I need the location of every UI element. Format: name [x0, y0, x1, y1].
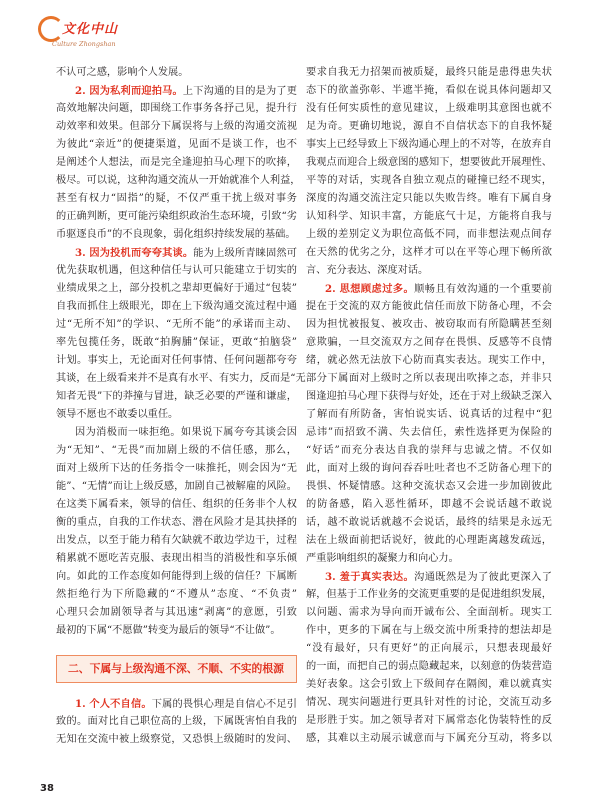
text-line: 为彼此“亲近”的便捷渠道，见面不是谈工作，也不 — [56, 139, 297, 150]
text-line — [56, 82, 297, 100]
text-line: 我观点而迎合上级意图的感知下，想要彼此开展理性、 — [306, 157, 552, 168]
text-line: 然拒绝行为下所隐藏的“不遵从”态度、“不负责” — [56, 589, 297, 600]
text-line: 因为消极而一味拒绝。如果说下属夸夸其谈会因 — [75, 427, 297, 438]
text-line: 领导不愿也不敢委以重任。 — [56, 409, 179, 420]
subheading-lead: 2. 思想顾虑过多。 — [325, 283, 415, 295]
text-line: 法在上级面前把话说好，彼此的心理距离越发疏远， — [306, 535, 552, 546]
text-line: 绪，就必然无法放下心防而真实表达。现实工作中， — [306, 355, 552, 366]
text-line: 过“无所不知”的学识、“无所不能”的承诺而主动、 — [56, 319, 297, 330]
text-line-rest: 顺畅且有效沟通的一个重要前 — [414, 284, 552, 295]
text-line: 没有任何实质性的意见建议，上级难明其意图也就不 — [306, 103, 552, 114]
text-line: “没有最好，只有更好”的正向展示，只想表现最好 — [306, 643, 552, 654]
text-line: “好话”而充分表达自我的崇拜与忠诚之情。不仅如 — [306, 445, 552, 456]
section-heading: 二、下属与上级沟通不深、不顺、不实的根源 — [56, 655, 297, 683]
paragraph — [56, 424, 297, 640]
text-line: 致的。面对比自己职位高的上级，下属既害怕自我的 — [56, 716, 297, 727]
text-line: 高效地解决问题，即围绕工作事务各抒己见，提升行 — [56, 103, 297, 114]
subheading-lead: 3. 因为投机而夸夸其谈。 — [75, 247, 194, 259]
text-line: 出发点，以至于能力稍有欠缺就不敢边学边干，过程 — [56, 535, 297, 546]
text-line: 了解而有所防备，害怕说实话、说真话的过程中“犯 — [306, 409, 552, 420]
paragraph — [56, 64, 297, 82]
text-line-rest: 下属的畏惧心理是自信心不足引 — [151, 699, 297, 710]
text-line: 是阐述个人想法，而是完全逢迎拍马心理下的吹捧， — [56, 157, 297, 168]
text-line: 情况、现实问题进行更具针对性的讨论，交流互动多 — [306, 697, 552, 708]
text-line: 要求自我无力招架而被质疑，最终只能是患得患失状 — [306, 67, 552, 78]
text-line: 极尽。可以说，这种沟通交流从一开始就准个人利益， — [56, 175, 301, 186]
page-number: 38 — [40, 783, 54, 794]
text-line: 图逢迎拍马心理下获得与好处，还在于对上级缺乏深入 — [306, 391, 552, 402]
subheading-lead: 3. 羞于真实表达。 — [325, 571, 415, 583]
text-line: 面对上级所下达的任务指令一味推托，则会因为“无 — [56, 463, 297, 474]
text-line: 态下的欲盖弥彰、半遮半掩，看似在说具体问题却又 — [306, 85, 552, 96]
text-line — [306, 568, 552, 586]
text-line: 在天然的优劣之分，这样才可以在平等心理下畅所欲 — [306, 247, 552, 258]
subheading-lead: 1. 个人不自信。 — [75, 698, 152, 710]
text-line: 部分下属面对上级时之所以表现出吹捧之态，并非只 — [306, 373, 552, 384]
text-line: 事实上已经导致上下级沟通心理上的不对等，在放弃自 — [306, 139, 552, 150]
text-line: 动效率和效果。但部分下属误将与上级的沟通交流视 — [56, 121, 297, 132]
text-line: 美好表象。这会引致上下级间存在隔阂，难以就真实 — [306, 679, 552, 690]
text-line-rest: 上下沟通的目的是为了更 — [182, 86, 297, 97]
text-line: 因为担忧被报复、被攻击、被窃取而有所隐瞒甚至刻 — [306, 319, 552, 330]
text-line: 能”、“无情”而让上级反感，加剧自己被解雇的风险。 — [56, 481, 297, 492]
text-line: 向。如此的工作态度如何能得到上级的信任？下属断 — [56, 571, 297, 582]
text-line: 的正确判断，更可能污染组织政治生态环境，引致“劣 — [56, 211, 297, 222]
paragraph — [306, 280, 552, 568]
text-line: 自我而抓住上级眼光，即在上下级沟通交流过程中通 — [56, 301, 297, 312]
text-line: 此，面对上级的询问吞吞吐吐者也不乏防备心理下的 — [306, 463, 552, 474]
text-line: 的防备感，陷入恶性循环，即越不会说话越不敢说 — [306, 499, 552, 510]
text-line: 足为奇。更确切地说，源自不自信状态下的自我怀疑 — [306, 121, 552, 132]
text-line: 提在于交流的双方能彼此信任而放下防备心理，不会 — [306, 301, 552, 312]
logo-subtitle: Culture Zhongshan — [52, 40, 116, 48]
text-line: 率先包揽任务，既敢“拍胸脯”保证，更敢“拍脑袋” — [56, 337, 297, 348]
text-line: 业绩成果之上，部分投机之辈却更偏好于通过“包装” — [56, 283, 297, 294]
subheading-lead: 2. 因为私利而迎拍马。 — [75, 85, 183, 97]
text-line: 作中，更多的下属在与上级交流中所秉持的想法却是 — [306, 625, 552, 636]
text-line: 认知科学、知识丰富，方能底气十足，方能将自我与 — [306, 211, 552, 222]
text-line: 意欺骗，一旦交流双方之间存在畏惧、反感等不良情 — [306, 337, 552, 348]
text-line: 忌讳”而招致不满、失去信任，索性选择更为保险的 — [306, 427, 552, 438]
text-line: 最初的下属“不愿做”转变为最后的领导“不让做”。 — [56, 625, 281, 636]
text-line: 感，其难以主动展示诚意而与下属充分互动，将多以 — [306, 733, 552, 744]
left-column — [56, 64, 306, 749]
text-line: 是形胜于实。加之领导者对下属常态化伪装特性的反 — [306, 715, 552, 726]
text-line: 稍累就不愿吃苦克服、表现出相当的消极性和享乐倾 — [56, 553, 297, 564]
text-line: 言、充分表达、深度对话。 — [306, 265, 429, 276]
text-line: 以问题、需求为导向而开诚布公、全面剖析。现实工 — [306, 607, 552, 618]
text-line: 平等的对话，实现各自独立观点的碰撞已经不现实， — [306, 175, 552, 186]
text-line — [56, 244, 297, 262]
right-column — [306, 64, 552, 748]
text-line-rest: 沟通既然是为了彼此更深入了 — [414, 572, 552, 583]
text-line: 在这类下属看来，领导的信任、组织的任务非个人权 — [56, 499, 297, 510]
magazine-logo — [38, 12, 148, 52]
text-line: 为“无知”、“无畏”而加剧上级的不信任感，那么， — [56, 445, 297, 456]
text-line: 币驱逐良币”的不良现象，弱化组织持续发展的基础。 — [56, 229, 296, 240]
text-line: 不认可之感，影响个人发展。 — [56, 67, 189, 78]
text-line: 深度的沟通交流注定只能以失败告终。唯有下属自身 — [306, 193, 552, 204]
text-line: 甚至有权力“固指”的疑，不仅严重干扰上级对事务 — [56, 193, 297, 204]
paragraph — [306, 568, 552, 748]
text-line: 的一面，而把自己的弱点隐藏起来，以刻意的伪装营造 — [306, 661, 552, 672]
text-line — [306, 280, 552, 298]
text-line: 上级的差别定义为职位高低不同，而非想法观点间存 — [306, 229, 552, 240]
text-line — [56, 695, 297, 713]
text-line: 无知在交流中被上级察觉，又恐惧上级随时的发问、 — [56, 734, 297, 745]
text-line: 计划。事实上，无论面对任何事情、任何问题都夸夸 — [56, 355, 297, 366]
logo-title: 文化中山 — [62, 22, 119, 37]
text-line: 其谈，在上级看来并不是真有水平、有实力，反而是“无 — [56, 373, 306, 384]
text-line: 话，越不敢说话就越不会说话，最终的结果是永远无 — [306, 517, 552, 528]
paragraph — [56, 82, 301, 244]
text-line: 心理只会加剧领导者与其迅速“剥离”的意愿，引致 — [56, 607, 297, 618]
paragraph — [306, 64, 552, 280]
text-line: 畏惧、怀疑情感。这种交流状态又会进一步加剧彼此 — [306, 481, 552, 492]
logo-c-mark-icon — [38, 16, 64, 42]
text-line-rest: 能为上级所青睐固然可 — [193, 248, 297, 259]
text-line: 解，但基于工作业务的交流更重要的是促进组织发展， — [306, 589, 552, 600]
text-line: 知者无畏”下的莽撞与冒进，缺乏必要的严谨和谦虚， — [56, 391, 297, 402]
text-line: 严重影响组织的凝聚力和向心力。 — [306, 553, 459, 564]
paragraph — [56, 695, 297, 749]
paragraph — [56, 244, 306, 424]
text-line: 优先获取机遇，但这种信任与认可只能建立于切实的 — [56, 265, 297, 276]
text-line: 衡的重点，自我的工作状态、潜在风险才是其抉择的 — [56, 517, 297, 528]
